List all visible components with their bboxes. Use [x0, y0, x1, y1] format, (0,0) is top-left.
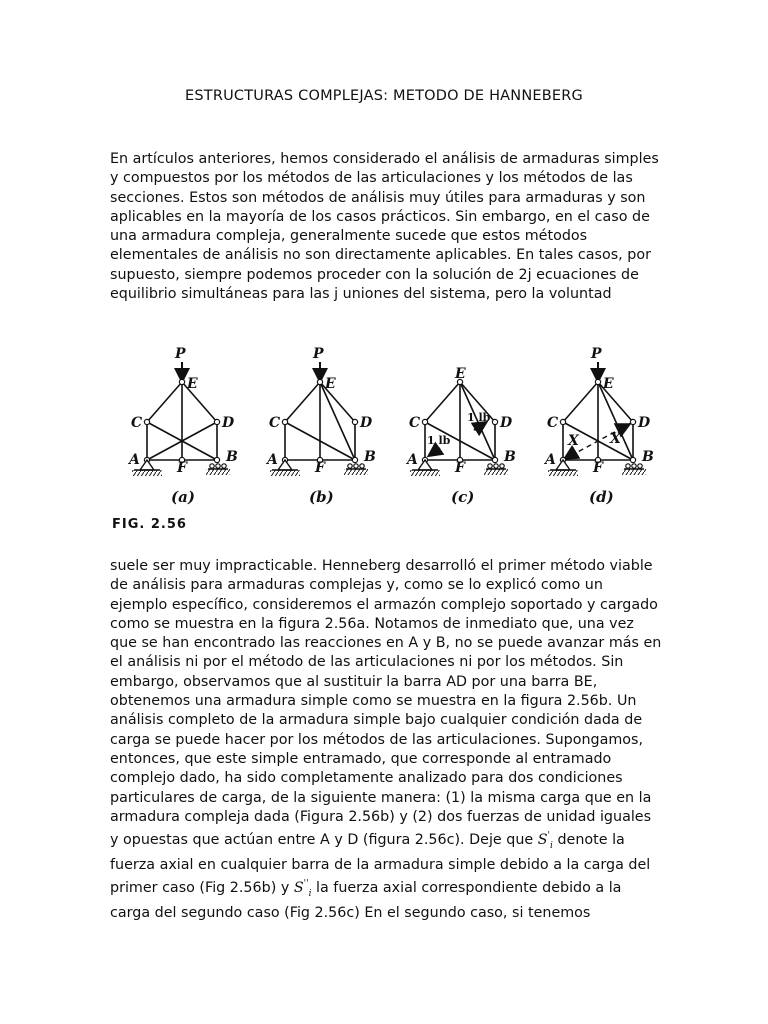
label-F: F — [455, 460, 465, 476]
label-C: C — [547, 415, 559, 431]
label-X-right: X — [610, 431, 621, 447]
label-B: B — [504, 449, 516, 465]
label-D: D — [222, 415, 235, 431]
label-P: P — [313, 346, 324, 362]
label-P: P — [591, 346, 602, 362]
load-label-1: 1 lb — [427, 434, 451, 447]
label-A: A — [267, 452, 278, 468]
label-B: B — [642, 449, 654, 465]
truss-panel-b — [265, 346, 376, 506]
label-E: E — [603, 376, 614, 392]
panel-tag: (c) — [451, 488, 475, 506]
label-F: F — [315, 460, 325, 476]
page-title: ESTRUCTURAS COMPLEJAS: METODO DE HANNEBERG — [185, 88, 583, 104]
panel-tag: (a) — [171, 488, 195, 506]
label-P: P — [175, 346, 186, 362]
panel-tag: (d) — [589, 488, 614, 506]
panel-tag: (b) — [309, 488, 334, 506]
label-E: E — [455, 366, 466, 382]
symbol-s-prime-i: $S'_i$ — [537, 831, 553, 851]
label-F: F — [593, 460, 603, 476]
label-D: D — [638, 415, 651, 431]
figure-caption: FIG. 2.56 — [112, 517, 187, 532]
label-X-left: X — [568, 433, 579, 449]
truss-figure-svg — [112, 340, 672, 540]
label-A: A — [129, 452, 140, 468]
label-D: D — [360, 415, 373, 431]
label-D: D — [500, 415, 513, 431]
symbol-s-double-prime-i: $S''_i$ — [293, 879, 312, 899]
load-label-2: 1 lb — [467, 411, 491, 424]
label-A: A — [545, 452, 556, 468]
label-B: B — [226, 449, 238, 465]
truss-panel-c — [405, 366, 516, 506]
truss-panel-d — [543, 346, 654, 506]
body-text-part3: la fuerza axial correspondiente debido a la carga del segundo caso (Fig 2.56c) En el segundo caso, si tenemos — [110, 880, 622, 922]
truss-panel-a — [127, 346, 238, 506]
label-C: C — [269, 415, 281, 431]
body-text-part2: denote la fuerza axial en cualquier barra de la armadura simple debido a la carga del primer caso (Fig 2.56b) y — [110, 831, 651, 897]
label-A: A — [407, 452, 418, 468]
label-C: C — [131, 415, 143, 431]
figure-2-56 — [112, 340, 672, 540]
label-C: C — [409, 415, 421, 431]
label-F: F — [177, 460, 187, 476]
body-text-part1: suele ser muy impracticable. Henneberg desarrolló el primer método viable de análisis para armaduras complejas y, como se lo explicó como un ejemplo específico, consideremos el armazón complejo soportado y cargado como se muestra en la figura 2.56a. Notamos de inmediato que, una vez que se han encontrado las reacciones en A y B, no se puede avanzar más en el análisis ni por el método de las articulaciones ni por los métodos. Sin embargo, observamos que al sustituir la barra AD por una barra BE, obtenemos una armadura simple como se muestra en la figura 2.56b. Un análisis completo de la armadura simple bajo cualquier condición dada de carga se puede hacer por los métodos de las articulaciones. Supongamos, entonces, que este simple entramado, que corresponde al entramado complejo dado, ha sido completamente analizado para dos condiciones particulares de carga, de la siguiente manera: (1) la misma carga que en la armadura compleja dada (Figura 2.56b) y (2) dos fuerzas de unidad iguales y opuestas que actúan entre A y D (figura 2.56c). Deje que — [110, 558, 662, 848]
label-E: E — [187, 376, 198, 392]
body-paragraph — [110, 557, 662, 924]
label-E: E — [325, 376, 336, 392]
label-B: B — [364, 449, 376, 465]
intro-paragraph: En artículos anteriores, hemos considerado el análisis de armaduras simples y compuestos por los métodos de las articulaciones y los métodos de las secciones. Estos son métodos de análisis muy útiles para armaduras y son aplicables en la mayoría de los casos prácticos. Sin embargo, en el caso de una armadura compleja, generalmente sucede que estos métodos elementales de análisis no son directamente aplicables. En tales casos, por supuesto, siempre podemos proceder con la solución de 2j ecuaciones de equilibrio simultáneas para las j uniones del sistema, pero la voluntad — [110, 151, 659, 303]
